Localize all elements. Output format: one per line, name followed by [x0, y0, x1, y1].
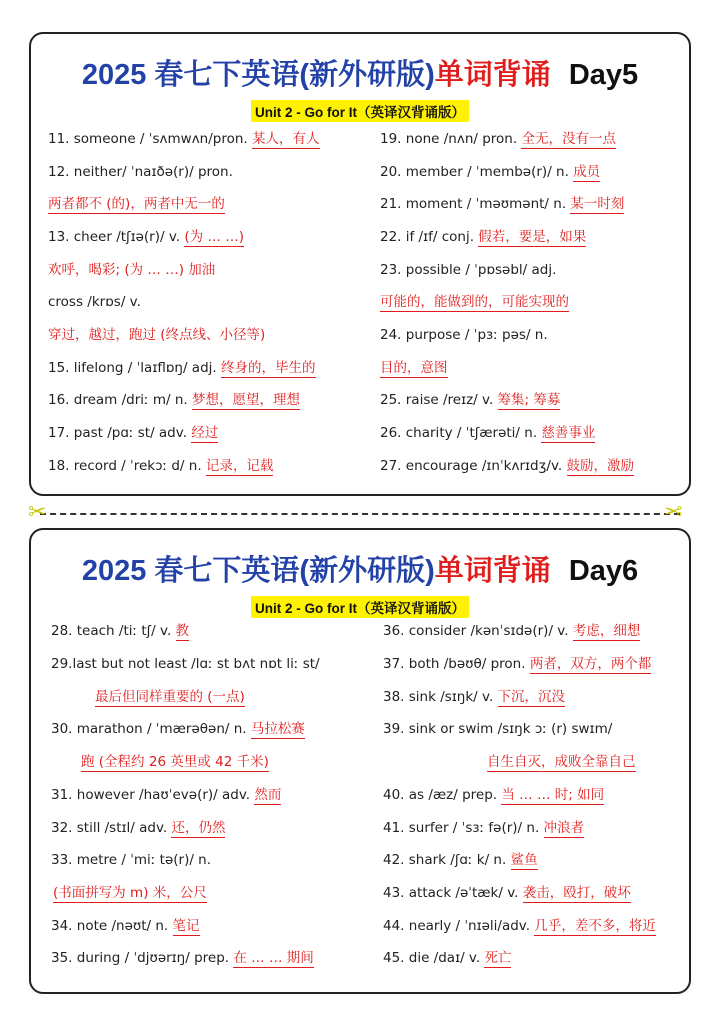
- vocab-line: 15. lifelong / ˈlaɪflɒŋ/ adj. 终身的，毕生的: [48, 360, 316, 376]
- vocab-line: 最后但同样重要的 (一点): [95, 689, 245, 705]
- title-red: 单词背诵: [434, 555, 551, 587]
- vocab-line: (书面拼写为 m) 米，公尺: [53, 885, 207, 901]
- vocab-line: 38. sink /sɪŋk/ v. 下沉，沉没: [383, 689, 566, 705]
- vocab-line: 36. consider /kənˈsɪdə(r)/ v. 考虑，细想: [383, 623, 641, 639]
- vocab-line: 跑 (全程约 26 英里或 42 千米): [81, 754, 269, 770]
- day6-card: [29, 528, 691, 994]
- vocab-line: 22. if /ɪf/ conj. 假若，要是，如果: [380, 229, 587, 245]
- day5-card: [29, 32, 691, 496]
- vocab-line: 24. purpose / ˈpɜː pəs/ n.: [380, 327, 548, 343]
- vocab-line: 43. attack /əˈtæk/ v. 袭击，殴打，破坏: [383, 885, 631, 901]
- vocab-line: 16. dream /driː m/ n. 梦想，愿望，理想: [48, 392, 300, 408]
- vocab-line: 13. cheer /tʃɪə(r)/ v. (为 … …): [48, 229, 244, 245]
- vocab-line: 欢呼，喝彩; (为 … …) 加油: [48, 262, 216, 278]
- vocab-line: 28. teach /tiː tʃ/ v. 教: [51, 623, 190, 639]
- vocab-line: 26. charity / ˈtʃærəti/ n. 慈善事业: [380, 425, 596, 441]
- vocab-line: 23. possible / ˈpɒsəbl/ adj.: [380, 262, 557, 278]
- vocab-line: 35. during / ˈdjʊərɪŋ/ prep. 在 … … 期间: [51, 950, 314, 966]
- day5-subtitle: Unit 2 - Go for It（英译汉背诵版）: [251, 100, 469, 122]
- scissors-icon-left: ✂: [28, 500, 47, 525]
- title-main: 春七下英语: [154, 59, 300, 91]
- vocab-line: 29.last but not least /lɑː st bʌt nɒt liː st/: [51, 656, 320, 672]
- title-main: 春七下英语: [154, 555, 300, 587]
- vocab-line: 11. someone / ˈsʌmwʌn/pron. 某人，有人: [48, 131, 320, 147]
- vocab-line: 18. record / ˈrekɔː d/ n. 记录，记载: [48, 458, 274, 474]
- vocab-line: 19. none /nʌn/ pron. 全无，没有一点: [380, 131, 616, 147]
- vocab-line: 可能的，能做到的，可能实现的: [380, 294, 569, 310]
- vocab-line: 44. nearly / ˈnɪəli/adv. 几乎，差不多，将近: [383, 918, 656, 934]
- vocab-line: 37. both /bəʊθ/ pron. 两者，双方，两个都: [383, 656, 652, 672]
- vocab-line: 两者都不 (的)，两者中无一的: [48, 196, 225, 212]
- vocab-line: 33. metre / ˈmiː tə(r)/ n.: [51, 852, 212, 868]
- vocab-line: 30. marathon / ˈmærəθən/ n. 马拉松赛: [51, 721, 305, 737]
- vocab-line: 12. neither/ ˈnaɪðə(r)/ pron.: [48, 164, 233, 180]
- title-day: Day5: [568, 59, 639, 91]
- vocab-line: 自生自灭，成败全靠自己: [487, 754, 636, 770]
- title-edition: (新外研版): [299, 555, 435, 587]
- day6-subtitle: Unit 2 - Go for It（英译汉背诵版）: [251, 596, 469, 618]
- cut-line: [40, 513, 680, 515]
- vocab-line: 40. as /æz/ prep. 当 … … 时; 如同: [383, 787, 605, 803]
- vocab-line: 34. note /nəʊt/ n. 笔记: [51, 918, 200, 934]
- title-year: 2025: [81, 555, 147, 587]
- title-day: Day6: [568, 555, 639, 587]
- vocab-line: 45. die /daɪ/ v. 死亡: [383, 950, 512, 966]
- title-edition: (新外研版): [299, 59, 435, 91]
- title-red: 单词背诵: [434, 59, 551, 91]
- vocab-line: 目的，意图: [380, 360, 448, 376]
- vocab-line: cross /krɒs/ v.: [48, 294, 141, 310]
- day6-title: [31, 548, 689, 589]
- vocab-line: 39. sink or swim /sɪŋk ɔː (r) swɪm/: [383, 721, 613, 737]
- vocab-line: 25. raise /reɪz/ v. 筹集; 筹募: [380, 392, 561, 408]
- vocab-line: 穿过，越过，跑过 (终点线、小径等): [48, 327, 266, 343]
- vocab-line: 17. past /pɑː st/ adv. 经过: [48, 425, 219, 441]
- vocab-line: 42. shark /ʃɑː k/ n. 鲨鱼: [383, 852, 538, 868]
- title-year: 2025: [81, 59, 147, 91]
- vocab-line: 27. encourage /ɪnˈkʌrɪdʒ/v. 鼓励，激励: [380, 458, 635, 474]
- vocab-line: 41. surfer / ˈsɜː fə(r)/ n. 冲浪者: [383, 820, 585, 836]
- day5-title: [31, 52, 689, 93]
- vocab-line: 31. however /haʊˈevə(r)/ adv. 然而: [51, 787, 282, 803]
- scissors-icon-right: ✂: [664, 500, 683, 525]
- vocab-line: 20. member / ˈmembə(r)/ n. 成员: [380, 164, 601, 180]
- vocab-line: 32. still /stɪl/ adv. 还，仍然: [51, 820, 226, 836]
- vocab-line: 21. moment / ˈməʊmənt/ n. 某一时刻: [380, 196, 625, 212]
